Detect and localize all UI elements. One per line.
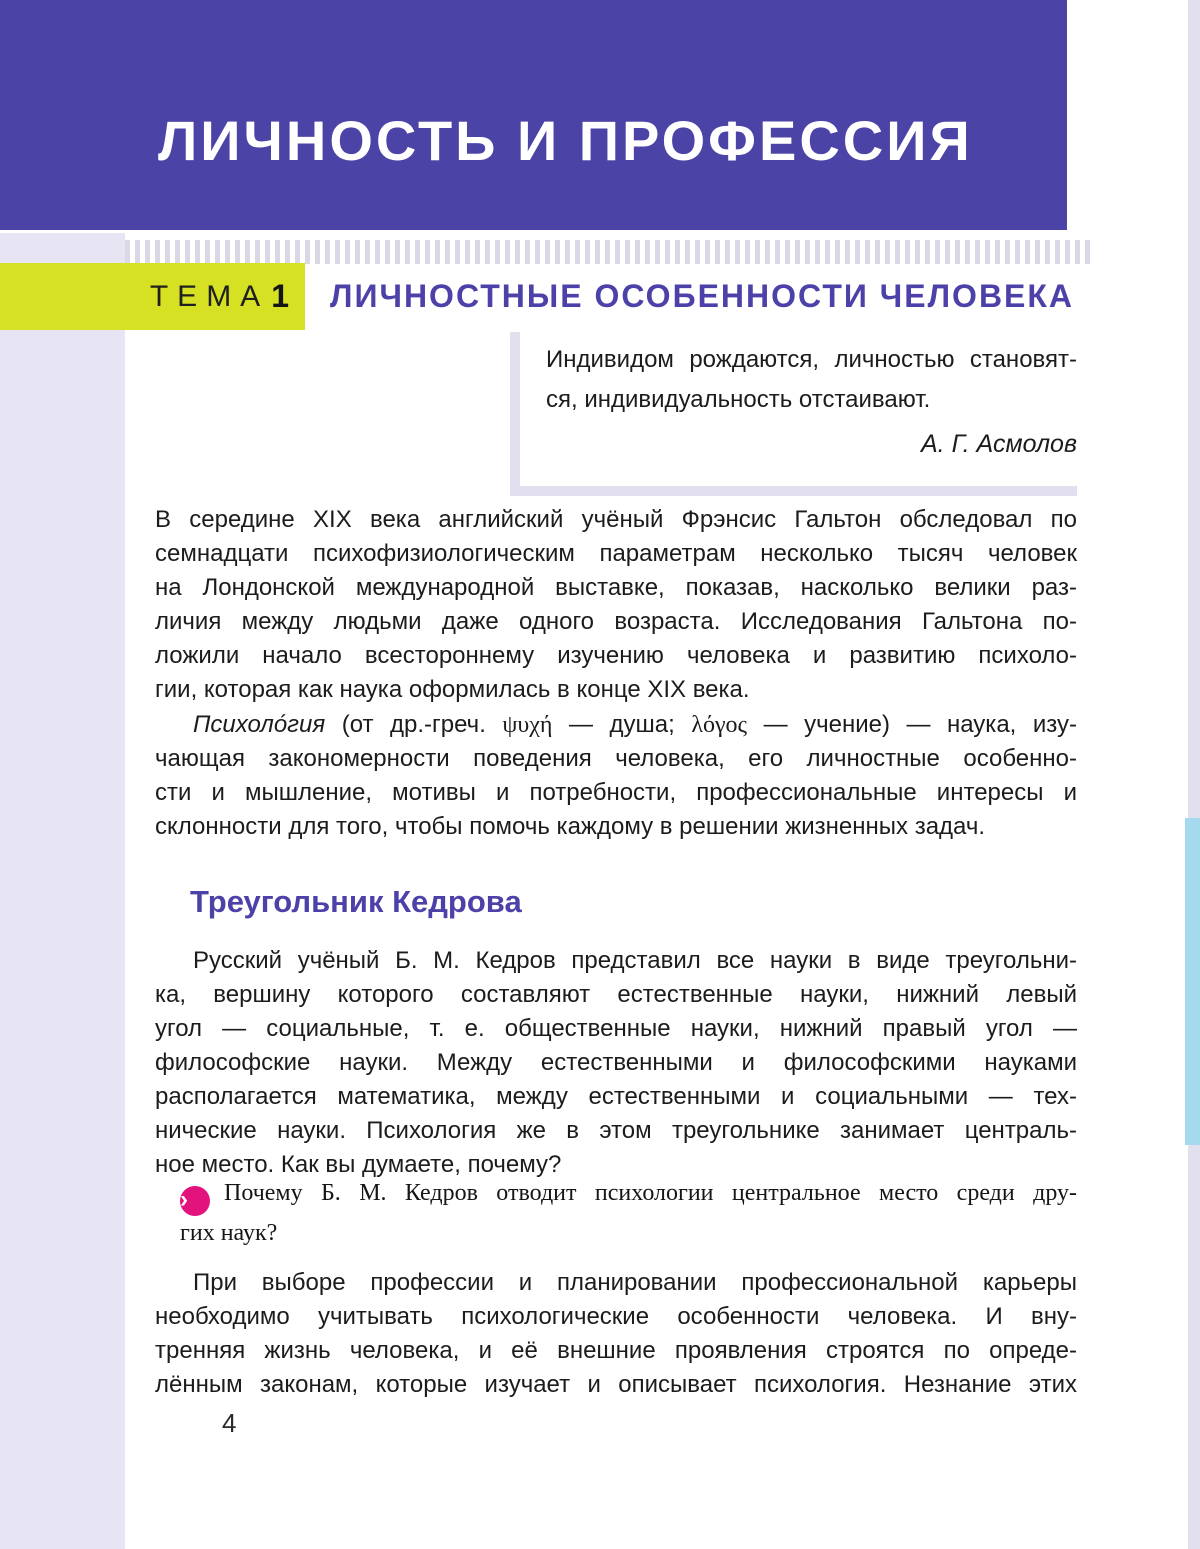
text-line: Русский учёный Б. М. Кедров представил все науки в виде треугольни- (193, 947, 1077, 974)
greek-word-logos: λόγος (691, 712, 748, 738)
definition-text: (от др.-греч. (325, 711, 503, 738)
question-text: Почему Б. М. Кедров отводит психологии центральное место среди дру- (224, 1180, 1077, 1206)
topic-badge-label: ТЕМА (149, 279, 270, 313)
text-line: ся, индивидуальность отстаивают. (546, 386, 931, 413)
paragraph-closing (155, 1266, 1077, 1402)
right-edge-strip (1188, 0, 1200, 1549)
topic-title: ЛИЧНОСТНЫЕ ОСОБЕННОСТИ ЧЕЛОВЕКА (330, 278, 1075, 314)
text-line: сти и мышление, мотивы и потребности, профессиональные интересы и (155, 779, 1077, 806)
question-block (180, 1176, 1077, 1251)
text-line: склонности для того, чтобы помочь каждому в решении жизненных задач. (155, 813, 986, 840)
epigraph (510, 332, 1077, 496)
text-line: располагается математика, между естественными и социальными — тех- (155, 1083, 1077, 1110)
text-line: личия между людьми даже одного возраста. Исследования Гальтона по- (155, 608, 1077, 635)
definition-text: — душа; (552, 711, 692, 738)
text-line: на Лондонской международной выставке, показав, насколько велики раз- (155, 574, 1077, 601)
chapter-header-band (0, 0, 1067, 230)
section-heading: Треугольник Кедрова (190, 884, 522, 919)
topic-badge-number: 1 (271, 278, 289, 314)
text-line: гии, которая как наука оформилась в конце XIX века. (155, 676, 750, 703)
question-first-line (180, 1176, 1077, 1216)
text-line: угол — социальные, т. е. общественные науки, нижний правый угол — (155, 1015, 1077, 1042)
text-line: ное место. Как вы думаете, почему? (155, 1151, 562, 1178)
left-margin-rail (0, 233, 125, 1549)
epigraph-attribution: А. Г. Асмолов (921, 430, 1077, 458)
right-edge-accent-strip (1185, 818, 1200, 1145)
text-line: тренняя жизнь человека, и её внешние проявления строятся по опреде- (155, 1337, 1077, 1364)
epigraph-text (546, 340, 1077, 420)
text-line: семнадцати психофизиологическим параметрам несколько тысяч человек (155, 540, 1077, 567)
text-line: При выборе профессии и планировании профессиональной карьеры (193, 1269, 1077, 1296)
tick-stripes-decoration (125, 240, 1090, 264)
text-line: философские науки. Между естественными и философскими науками (155, 1049, 1077, 1076)
definition-rest-lines (155, 742, 1077, 844)
paragraph-galton (155, 503, 1077, 707)
definition-first-line (155, 708, 1077, 742)
text-line: ка, вершину которого составляют естественные науки, нижний левый (155, 981, 1077, 1008)
greek-word-psyche: ψυχή (502, 712, 553, 738)
text-line: лённым законам, которые изучает и описывает психология. Незнание этих (155, 1371, 1077, 1398)
text-line: нические науки. Психология же в этом треугольнике занимает централь- (155, 1117, 1077, 1144)
page-number: 4 (222, 1408, 237, 1438)
term-psychology: Психоло́гия (193, 711, 326, 738)
text-line: ложили начало всестороннему изучению человека и развитию психоло- (155, 642, 1077, 669)
text-line: В середине XIX века английский учёный Фрэнсис Гальтон обследовал по (155, 506, 1077, 533)
chevron-right-icon: › (180, 1186, 210, 1216)
text-line: необходимо учитывать психологические особенности человека. И вну- (155, 1303, 1077, 1330)
paragraph-kedrov (155, 944, 1077, 1182)
definition-text: — учение) — наука, изу- (747, 711, 1077, 738)
paragraph-definition (155, 708, 1077, 844)
question-second-line: гих наук? (180, 1220, 278, 1246)
text-line: чающая закономерности поведения человека, его личностные особенно- (155, 745, 1077, 772)
topic-badge (0, 263, 305, 330)
chapter-title: ЛИЧНОСТЬ И ПРОФЕССИЯ (158, 109, 973, 172)
text-line: Индивидом рождаются, личностью становят- (546, 346, 1077, 373)
